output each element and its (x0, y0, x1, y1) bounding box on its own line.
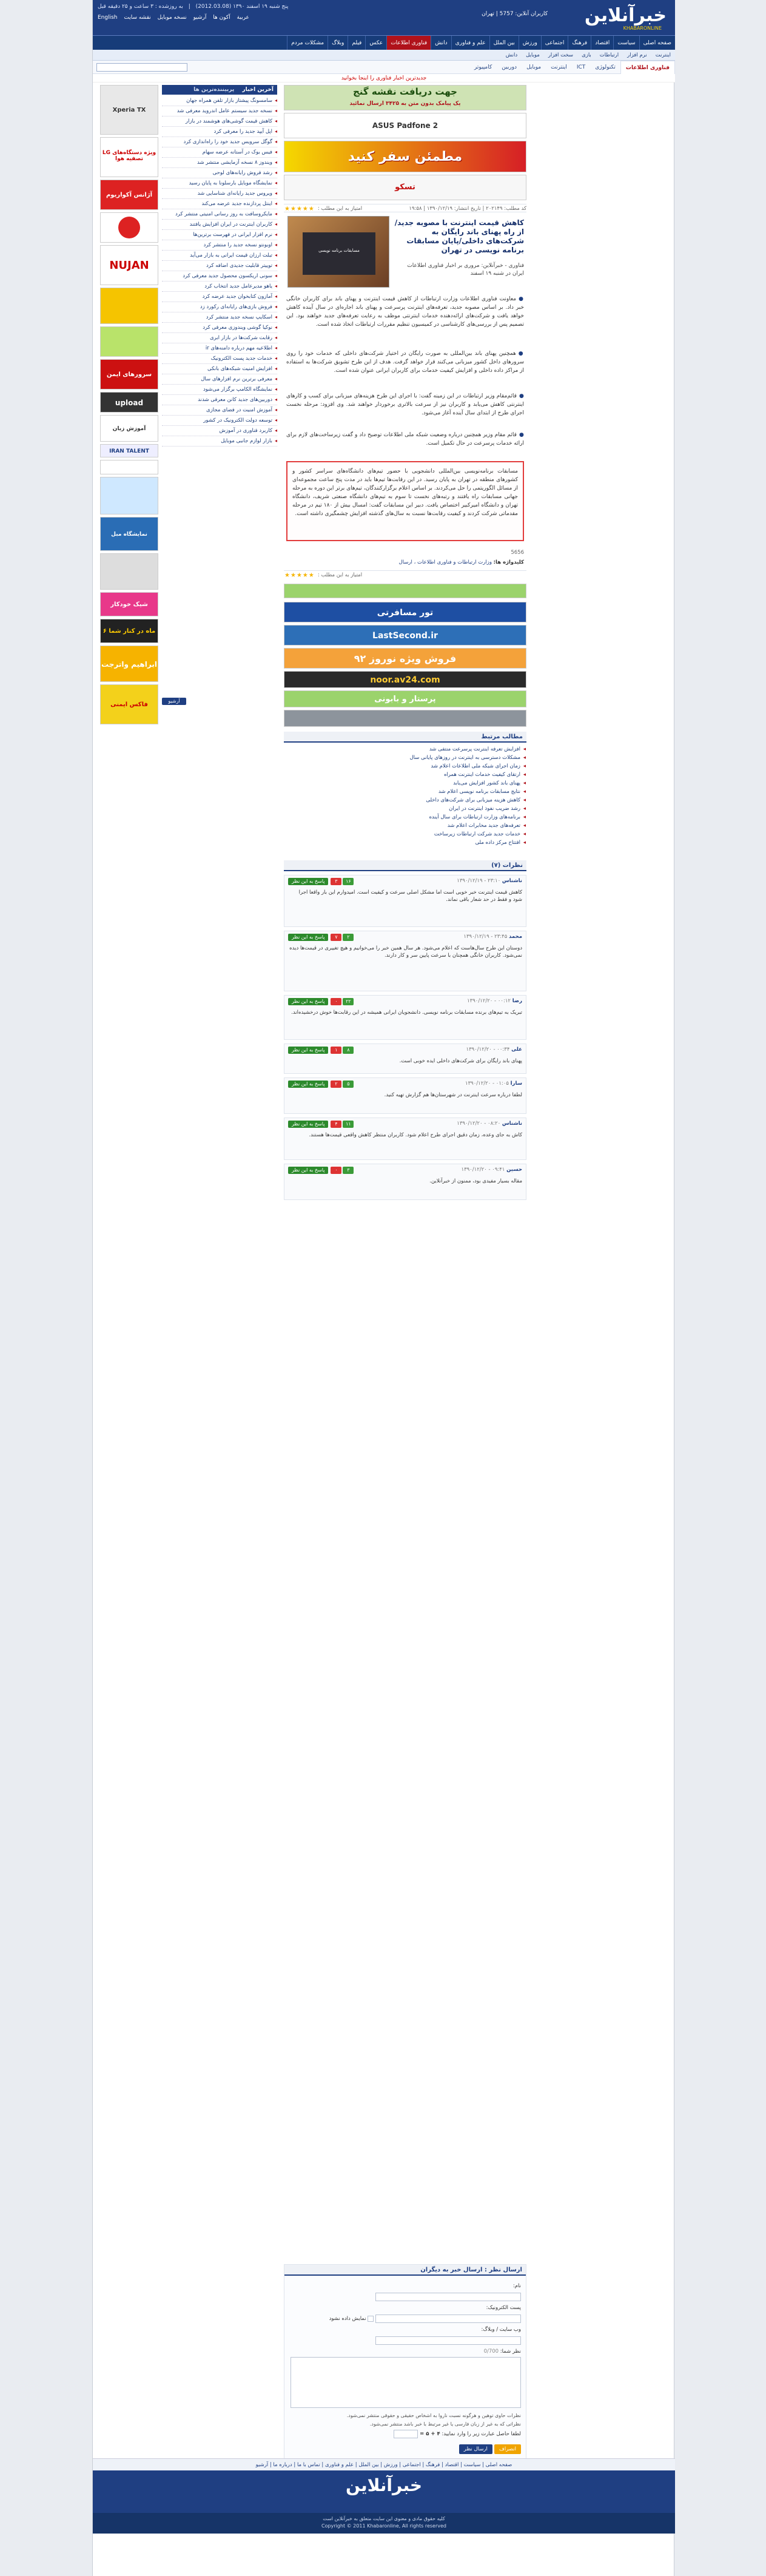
side-ad[interactable]: ابراهیم واترجت (100, 646, 158, 682)
reply-button[interactable]: پاسخ به این نظر (288, 878, 328, 885)
vote-controls (288, 1167, 355, 1174)
site-footer (93, 2458, 675, 2534)
comment-text: پهنای باند رایگان برای شرکت‌های داخلی ایده خوبی است. (399, 1058, 522, 1064)
comment-author: رضا (512, 998, 522, 1004)
tab-latest[interactable]: آخرین اخبار (242, 87, 274, 93)
news-item[interactable]: ◂ رقابت شرکت‌ها در بازار ابری (162, 333, 277, 343)
side-ad[interactable]: Xperia TX (100, 85, 158, 135)
side-ad[interactable]: فاکس ایمنی (100, 684, 158, 724)
news-item[interactable]: ◂ آمازون کتابخوان جدید عرضه کرد (162, 292, 277, 302)
comment-date: ۰۸:۲۰ - ۱۳۹۰/۱۲/۲۰ (457, 1121, 501, 1127)
tab-item[interactable]: دوربین (502, 64, 517, 70)
news-item[interactable]: ◂ کاربران اینترنت در ایران افزایش یافتند (162, 220, 277, 230)
vote-controls (288, 1081, 355, 1088)
side-ad[interactable]: LG ویژه دستگاه‌های تصفیه هوا (100, 137, 158, 177)
comment-textarea[interactable] (291, 2357, 521, 2408)
comment-date: ۰۰:۳۴ - ۱۳۹۰/۱۲/۲۰ (466, 1047, 510, 1053)
web-label: وب سایت / وبلاگ: (481, 2327, 521, 2333)
article-paragraph: ●همچنین پهنای باند بین‌المللی به صورت رایگان در اختیار شرکت‌های داخلی که خدمات خود را روی سرورهای داخل کشور میزبانی می‌کنند قرار خواهد گرفت. هدف از این طرح تشویق شرکت‌ها به استفاده از مراکز داده داخلی و افزایش کیفیت خدمات برای کاربران ایرانی عنوان شده است. (286, 351, 524, 374)
vote-up-button[interactable]: ۲۲ (343, 998, 354, 1005)
news-item[interactable]: ◂ نمایشگاه موبایل بارسلونا به پایان رسید (162, 178, 277, 189)
vote-controls (288, 1121, 355, 1128)
subnav-item[interactable]: بازی (582, 52, 591, 58)
email-row (289, 2302, 521, 2313)
footer-logo[interactable]: خبرآنلاین (93, 2470, 675, 2513)
side-ad[interactable]: آموزش زبان (100, 415, 158, 442)
reply-button[interactable]: پاسخ به این نظر (288, 934, 328, 941)
reply-button[interactable]: پاسخ به این نظر (288, 1167, 328, 1174)
comment-item (284, 875, 526, 927)
article-date: کد مطلب: ۲۰۲۱۴۹ | تاریخ انتشار: ۱۳۹۰/۱۲/۱۹ | ۱۹:۵۸ (409, 206, 526, 212)
vote-controls (288, 878, 355, 885)
comment-item (284, 1118, 526, 1160)
tab-item[interactable]: تکنولوژی (595, 64, 616, 70)
nav-item[interactable]: فرهنگ (568, 36, 591, 50)
ad-banner[interactable]: فروش ویژه نوروز ۹۲ (284, 648, 526, 669)
view-count: 5656 (511, 550, 524, 556)
side-ad[interactable] (100, 477, 158, 514)
ad-banner[interactable]: LastSecond.ir (284, 625, 526, 646)
site-header (93, 0, 675, 35)
play-icon (118, 217, 140, 238)
news-item[interactable]: ◂ نسخه جدید سیستم عامل اندروید معرفی شد (162, 106, 277, 116)
ad-subtext: یک پیامک بدون متن به ۳۴۲۵ ارسال نمائید (349, 101, 461, 107)
form-title: ارسال نظر : ارسال خبر به دیگران (284, 2265, 526, 2276)
reply-button[interactable]: پاسخ به این نظر (288, 998, 328, 1005)
ad-banner[interactable]: تسکو (284, 175, 526, 200)
reply-button[interactable]: پاسخ به این نظر (288, 1047, 328, 1054)
online-users: کاربران آنلاین: 5757 | تهران (482, 11, 548, 17)
tags-list[interactable]: وزارت ارتباطات و فناوری اطلاعات ، ارسال (398, 559, 492, 565)
news-item[interactable]: ◂ بازار لوازم جانبی موبایل (162, 436, 277, 447)
article-title: کاهش قیمت اینترنت با مصوبه جدید/از راه پهنای باند رایگان به شرکت‌های داخلی/پایان مسابقات برنامه نویسی در تهران (394, 218, 524, 254)
ad-banner[interactable]: تور مسافرتی (284, 602, 526, 622)
comment-text: دوستان این طرح سال‌هاست که اعلام می‌شود. هر سال همین خبر را می‌خوانیم و هیچ تغییری در قیمت‌ها دیده نمی‌شود. کاربران خانگی همچنان با سرعت پایین سر و کار دارند. (289, 945, 522, 959)
comments-title: نظرات (۷) (284, 860, 526, 871)
comment-text: لطفا درباره سرعت اینترنت در شهرستان‌ها هم گزارش تهیه کنید. (384, 1092, 522, 1098)
nav-item[interactable]: فیلم (348, 36, 365, 50)
article-paragraph: ●قائم مقام وزیر همچنین درباره وضعیت شبکه ملی اطلاعات توضیح داد و گفت زیرساخت‌های لازم برای ارائه خدمات پرسرعت در حال تکمیل است. (286, 432, 524, 447)
news-item[interactable]: ◂ سونی اریکسون محصول جدید معرفی کرد (162, 271, 277, 282)
highlight-text: مسابقات برنامه‌نویسی بین‌المللی دانشجویی با حضور تیم‌های دانشگاه‌های سراسر کشور و کشورهای منطقه در تهران به پایان رسید. در این رقابت‌ها تیم‌ها باید در مدت پنج ساعت مجموعه‌ای از مسائل الگوریتمی را حل می‌کردند. بر اساس اعلام برگزارکنندگان، تیم‌های برتر این دوره به مرحله جهانی مسابقات راه یافتند و رتبه‌های نخست تا سوم به تیم‌های دانشگاه صنعتی شریف، دانشگاه تهران و دانشگاه امیرکبیر اختصاص یافت. دبیر این مسابقات گفت: امسال بیش از ۱۸۰ تیم در مرحله مقدماتی شرکت کردند و کیفیت رقابت‌ها نسبت به سال‌های گذشته افزایش چشمگیری داشته است. (292, 468, 518, 517)
subnav-item[interactable]: نرم افزار (627, 52, 647, 58)
comment-date: ۰۹:۴۱ - ۱۳۹۰/۱۲/۲۰ (461, 1167, 505, 1173)
site-logo[interactable]: خبرآنلاین (584, 5, 667, 26)
tab-item[interactable]: اینترنت (551, 64, 567, 70)
vote-up-button[interactable]: ۵ (343, 1081, 354, 1088)
comment-author: ناشناس (502, 878, 522, 884)
news-item[interactable]: ◂ نمایشگاه الکامپ برگزار می‌شود (162, 385, 277, 395)
archive-button[interactable]: آرشیو (162, 698, 186, 705)
news-item[interactable]: ◂ توسعه دولت الکترونیک در کشور (162, 416, 277, 426)
copyright-en: Copyright © 2011 Khabaronline, All rights reserved (321, 2523, 446, 2529)
comment-label: نظر شما: (500, 2348, 521, 2355)
site-logo-sub: KHABARONLINE (623, 25, 662, 31)
comment-author: ناشناس (502, 1121, 522, 1127)
comment-text: تبریک به تیم‌های برنده مسابقات برنامه نویسی. دانشجویان ایرانی همیشه در این رقابت‌ها خوش درخشیده‌اند. (291, 1010, 522, 1016)
tab-item[interactable]: کامپیوتر (474, 64, 492, 70)
ad-banner[interactable] (284, 584, 526, 598)
article-paragraph: ●معاونت فناوری اطلاعات وزارت ارتباطات از کاهش قیمت اینترنت و پهنای باند برای کاربران خانگی خبر داد. بر اساس مصوبه جدید، تعرفه‌های اینترنت پرسرعت و پهنای باند اجاره‌ای در سال آینده کاهش خواهد یافت و شرکت‌های ارائه‌دهنده خدمات اینترنتی موظف به رعایت تعرفه‌های جدید خواهند بود. این تصمیم پس از بررسی‌های کارشناسی در کمیسیون تنظیم مقررات ارتباطات اتخاذ شده است. (286, 296, 525, 328)
comments-section (284, 860, 526, 1204)
tags-label: کلیدواژه ها: (493, 559, 524, 565)
form-note: نظراتی که به غیر از زبان فارسی یا غیر مرتبط با خبر باشد منتشر نمی‌شود. (369, 2421, 521, 2427)
article-meta (284, 204, 526, 212)
news-item[interactable]: ◂ معرفی برترین نرم افزارهای سال (162, 374, 277, 385)
name-label: نام: (512, 2283, 521, 2289)
ad-banner[interactable] (284, 710, 526, 727)
nav-item[interactable]: صفحه اصلی (639, 36, 675, 50)
form-note: نظرات حاوی توهین و هرگونه نسبت ناروا به اشخاص حقیقی و حقوقی منتشر نمی‌شود. (346, 2413, 521, 2418)
news-item[interactable]: ◂ کاربرد فناوری در آموزش (162, 426, 277, 436)
rating-label: امتیاز به این مطلب : (317, 206, 363, 212)
related-item[interactable]: ◂ افتتاح مرکز داده ملی (284, 838, 526, 847)
vote-down-button[interactable]: ۰ (331, 998, 341, 1005)
subnav-item[interactable]: سخت افزار (548, 52, 574, 58)
tab-popular[interactable]: پربیننده‌ترین ها (193, 87, 235, 93)
article-lead: فناوری - خبرآنلاین: مروری بر اخبار فناوری اطلاعات ایران در شنبه ۱۹ اسفند (407, 263, 524, 277)
comment-text: مقاله بسیار مفیدی بود، ممنون از خبرآنلاین. (429, 1178, 522, 1184)
comment-text: کاش به جای وعده، زمان دقیق اجرای طرح اعلام شود. کاربران منتظر کاهش واقعی قیمت‌ها هستند. (309, 1132, 522, 1138)
comment-date: ۲۳:۱۰ - ۱۳۹۰/۱۲/۱۹ (457, 878, 501, 884)
tab-item[interactable]: ICT (576, 64, 586, 70)
hide-email-checkbox[interactable] (368, 2316, 374, 2322)
highlight-box (286, 461, 524, 541)
lang-link-5[interactable]: نقشه سایت (124, 15, 151, 21)
news-item[interactable]: ◂ رشد فروش رایانه‌های لوحی (162, 168, 277, 178)
reply-button[interactable]: پاسخ به این نظر (288, 1081, 328, 1088)
tab-item[interactable]: موبایل (526, 64, 542, 70)
side-ad[interactable]: NUJAN (100, 245, 158, 285)
news-item[interactable]: ◂ افزایش امنیت شبکه‌های بانکی (162, 364, 277, 374)
tab-active[interactable]: فناوری اطلاعات (620, 61, 675, 74)
related-item[interactable]: ◂ زمان اجرای شبکه ملی اطلاعات اعلام شد (284, 762, 526, 770)
rating-stars-bottom[interactable]: ★★★★★ (284, 572, 314, 579)
comment-text: کاهش قیمت اینترنت خبر خوبی است اما مشکل اصلی سرعت و کیفیت است. امیدوارم این بار واقعا اجرا شود و فقط در حد شعار باقی نماند. (298, 889, 522, 903)
vote-down-button[interactable]: ۴ (331, 1121, 341, 1128)
side-ad[interactable]: سرورهای ایمن (100, 359, 158, 389)
ad-banner[interactable]: مطمئن سفر کنید (284, 141, 526, 172)
side-ad[interactable] (100, 212, 158, 243)
cancel-button[interactable]: انصراف (494, 2444, 521, 2454)
comment-item (284, 1044, 526, 1074)
news-item[interactable]: ◂ یاهو مدیرعامل جدید انتخاب کرد (162, 282, 277, 292)
vote-controls (288, 934, 355, 941)
vote-up-button[interactable]: ۱۱ (343, 1121, 354, 1128)
news-item[interactable]: ◂ سامسونگ پیشتاز بازار تلفن همراه جهان (162, 96, 277, 106)
related-title: مطالب مرتبط (284, 732, 526, 743)
news-item[interactable]: ◂ کاهش قیمت گوشی‌های هوشمند در بازار (162, 116, 277, 127)
rating-row (284, 570, 526, 579)
vote-down-button[interactable]: ۲ (331, 1081, 341, 1088)
side-ad[interactable]: ۶ ماه در کنار شما (100, 619, 158, 643)
rating-label-bottom: امتیاز به این مطلب : (317, 572, 363, 578)
vote-controls (288, 998, 355, 1005)
side-ad[interactable] (100, 460, 158, 474)
comment-date: ۲۳:۴۵ - ۱۳۹۰/۱۲/۱۹ (463, 934, 508, 940)
email-label: پست الکترونیک: (486, 2305, 521, 2311)
email-input[interactable] (375, 2315, 521, 2323)
search-input[interactable] (96, 63, 187, 72)
related-item[interactable]: ◂ کاهش هزینه میزبانی برای شرکت‌های داخلی (284, 796, 526, 804)
news-item[interactable]: ◂ فروش بازی‌های رایانه‌ای رکورد زد (162, 302, 277, 312)
main-nav (93, 35, 675, 50)
name-input[interactable] (375, 2293, 521, 2301)
nav-item[interactable]: ورزش (519, 36, 541, 50)
side-ad[interactable]: آژانس آکواریوم (100, 180, 158, 210)
copyright-fa: کلیه حقوق مادی و معنوی این سایت متعلق به خبرآنلاین است (323, 2516, 445, 2521)
news-item[interactable]: ◂ نوکیا گوشی ویندوزی معرفی کرد (162, 323, 277, 333)
comment-author: سارا (510, 1081, 522, 1087)
side-ad[interactable]: شیک خودکار (100, 592, 158, 616)
side-ad[interactable] (100, 553, 158, 590)
news-item[interactable]: ◂ اسکایپ نسخه جدید منتشر کرد (162, 312, 277, 323)
ad-banner[interactable]: ASUS Padfone 2 (284, 113, 526, 138)
related-item[interactable]: ◂ نتایج مسابقات برنامه نویسی اعلام شد (284, 787, 526, 796)
side-ad[interactable] (100, 326, 158, 357)
news-item[interactable]: ◂ ویندوز ۸ نسخه آزمایشی منتشر شد (162, 158, 277, 168)
news-item[interactable]: ◂ توییتر قابلیت جدیدی اضافه کرد (162, 261, 277, 271)
subnav-item[interactable]: اینترنت (655, 52, 671, 58)
char-counter: 0/700 (483, 2348, 499, 2355)
news-item[interactable]: ◂ آموزش امنیت در فضای مجازی (162, 405, 277, 416)
nav-item-active[interactable]: فناوری اطلاعات (386, 36, 431, 50)
related-item[interactable]: ◂ تعرفه‌های جدید مخابرات اعلام شد (284, 821, 526, 830)
news-item[interactable]: ◂ مایکروسافت به روز رسانی امنیتی منتشر کرد (162, 209, 277, 220)
comment-list (284, 871, 526, 1200)
related-news (284, 732, 526, 847)
vote-up-button[interactable]: ۳ (343, 1167, 354, 1174)
nav-item[interactable]: وبلاگ (328, 36, 348, 50)
footer-links[interactable]: صفحه اصلی | سیاست | اقتصاد | فرهنگ | اجتماعی | ورزش | بین الملل | علم و فناوری | تماس با ما | درباره ما | آرشیو (93, 2458, 675, 2470)
send-comment-button[interactable]: ارسال نظر (459, 2444, 492, 2454)
lang-link-3[interactable]: آرشیو (193, 15, 207, 21)
name-row (289, 2281, 521, 2291)
subnav-item[interactable]: ارتباطات (599, 52, 619, 58)
date-text: پنج شنبه ۱۹ اسفند ۱۳۹۰ (2012.03.08) (195, 4, 289, 10)
related-item[interactable]: ◂ ارتقای کیفیت خدمات اینترنت همراه (284, 770, 526, 779)
related-item[interactable]: ◂ مشکلات دسترسی به اینترنت در روزهای پایانی سال (284, 754, 526, 762)
nav-item[interactable]: مشکلات مردم (287, 36, 328, 50)
vote-down-button[interactable]: ۷ (331, 934, 341, 941)
footer-copyright (93, 2513, 675, 2534)
comment-date: ۰۰:۱۲ - ۱۳۹۰/۱۲/۲۰ (467, 998, 511, 1004)
nav-item[interactable]: بین الملل (489, 36, 519, 50)
news-ticker[interactable]: جدیدترین اخبار فناوری را اینجا بخوانید (93, 74, 675, 83)
news-item[interactable]: ◂ اوبونتو نسخه جدید را منتشر کرد (162, 240, 277, 251)
lang-link-1[interactable]: عربية (237, 15, 249, 21)
vote-down-button[interactable]: ۰ (331, 1167, 341, 1174)
related-item[interactable]: ◂ افزایش تعرفه اینترنت پرسرعت منتفی شد (284, 745, 526, 754)
updated-text: به روزشده : ۳ ساعت و ۲۵ دقیقه قبل (98, 4, 183, 10)
date-line: پنج شنبه ۱۹ اسفند ۱۳۹۰ (2012.03.08) | به روزشده : ۳ ساعت و ۲۵ دقیقه قبل (98, 4, 289, 10)
page-container (92, 0, 674, 2576)
related-item[interactable]: ◂ خدمات جدید شرکت ارتباطات زیرساخت (284, 830, 526, 838)
captcha-question: ۴ + ۵ = (420, 2431, 440, 2437)
related-item[interactable]: ◂ پهنای باند کشور افزایش می‌یابد (284, 779, 526, 787)
news-item[interactable]: ◂ ویروس جدید رایانه‌ای شناسایی شد (162, 189, 277, 199)
captcha-label: لطفا حاصل عبارت زیر را وارد نمایید: (442, 2431, 521, 2437)
comment-form (284, 2264, 526, 2464)
related-item[interactable]: ◂ رشد ضریب نفوذ اینترنت در ایران (284, 804, 526, 813)
nav-item[interactable]: دانش (431, 36, 451, 50)
side-ad[interactable]: upload (100, 392, 158, 413)
web-input[interactable] (375, 2336, 521, 2345)
subnav-item[interactable]: دانش (505, 52, 518, 58)
article-paragraph: ●قائم‌مقام وزیر ارتباطات در این زمینه گفت: با اجرای این طرح هزینه‌های میزبانی برای کسب و کارهای اینترنتی کاهش می‌یابد و کاربران نیز از سرعت بالاتری برخوردار خواهند شد. وی افزود: مرحله نخست اجرای طرح از ابتدای سال آینده آغاز می‌شود. (286, 393, 524, 416)
news-item[interactable]: ◂ اطلاعیه مهم درباره دامنه‌های ir (162, 343, 277, 354)
rating-stars[interactable]: ★★★★★ (284, 206, 314, 212)
vote-controls (288, 1047, 355, 1054)
comment-item (284, 1164, 526, 1200)
vote-down-button[interactable]: ۳ (331, 878, 341, 885)
comment-item (284, 931, 526, 991)
web-row (289, 2324, 521, 2335)
comment-row (289, 2346, 521, 2357)
comment-author: علی (511, 1047, 522, 1053)
tags-row (286, 559, 524, 568)
side-ad[interactable] (100, 288, 158, 324)
news-item[interactable]: ◂ اینتل پردازنده جدید عرضه می‌کند (162, 199, 277, 209)
news-item[interactable]: ◂ خدمات جدید پست الکترونیک (162, 354, 277, 364)
lang-link-4[interactable]: نسخه موبایل (157, 15, 187, 21)
comment-date: ۰۱:۰۵ - ۱۳۹۰/۱۲/۲۰ (465, 1081, 509, 1087)
nav-item[interactable]: اجتماعی (541, 36, 568, 50)
ad-banner[interactable]: noor.av24.com (284, 671, 526, 688)
nav-item[interactable]: اقتصاد (591, 36, 613, 50)
latest-news-list (162, 96, 277, 447)
nav-item[interactable]: سیاست (613, 36, 639, 50)
ad-banner[interactable]: پرستار و بابونی (284, 690, 526, 707)
related-item[interactable]: ◂ برنامه‌های وزارت ارتباطات برای سال آینده (284, 813, 526, 821)
ad-text: جهت دریافت نقشه گنج (352, 86, 457, 97)
subnav-item[interactable]: موبایل (526, 52, 540, 58)
sub-nav (93, 50, 675, 61)
vote-up-button[interactable]: ۲ (343, 934, 354, 941)
nav-item[interactable]: علم و فناوری (451, 36, 489, 50)
lang-link-0[interactable]: English (98, 15, 118, 21)
comment-author: حسین (506, 1167, 522, 1173)
news-item[interactable]: ◂ تبلت ارزان قیمت ایرانی به بازار می‌آید (162, 251, 277, 261)
comment-item (284, 1077, 526, 1114)
side-ad[interactable]: IRAN TALENT (100, 444, 158, 457)
news-tabs (162, 85, 277, 95)
news-item[interactable]: ◂ اپل آیپد جدید را معرفی کرد (162, 127, 277, 137)
news-item[interactable]: ◂ نرم افزار ایرانی در فهرست برترین‌ها (162, 230, 277, 240)
news-item[interactable]: ◂ گوگل سرویس جدید خود را راه‌اندازی کرد (162, 137, 277, 147)
reply-button[interactable]: پاسخ به این نظر (288, 1121, 328, 1128)
lang-link-2[interactable]: آکون ها (213, 15, 230, 21)
language-links (98, 15, 413, 23)
photo-board: مسابقات برنامه نویسی (303, 232, 375, 275)
vote-up-button[interactable]: ۸ (343, 1047, 354, 1054)
news-item[interactable]: ◂ فیس بوک در آستانه عرضه سهام (162, 147, 277, 158)
vote-down-button[interactable]: ۱ (331, 1047, 341, 1054)
ad-banner[interactable] (284, 85, 526, 110)
article-photo (287, 216, 389, 288)
related-list (284, 743, 526, 847)
comment-author: محمد (509, 934, 522, 940)
hide-email-label: نمایش داده نشود (329, 2316, 366, 2322)
comment-item (284, 995, 526, 1040)
side-ad[interactable]: نمایشگاه مبل (100, 517, 158, 551)
nav-item[interactable]: عکس (365, 36, 386, 50)
news-item[interactable]: ◂ دوربین‌های جدید کانن معرفی شدند (162, 395, 277, 405)
vote-up-button[interactable]: ۱۶ (343, 878, 354, 885)
captcha-input[interactable] (394, 2430, 418, 2438)
